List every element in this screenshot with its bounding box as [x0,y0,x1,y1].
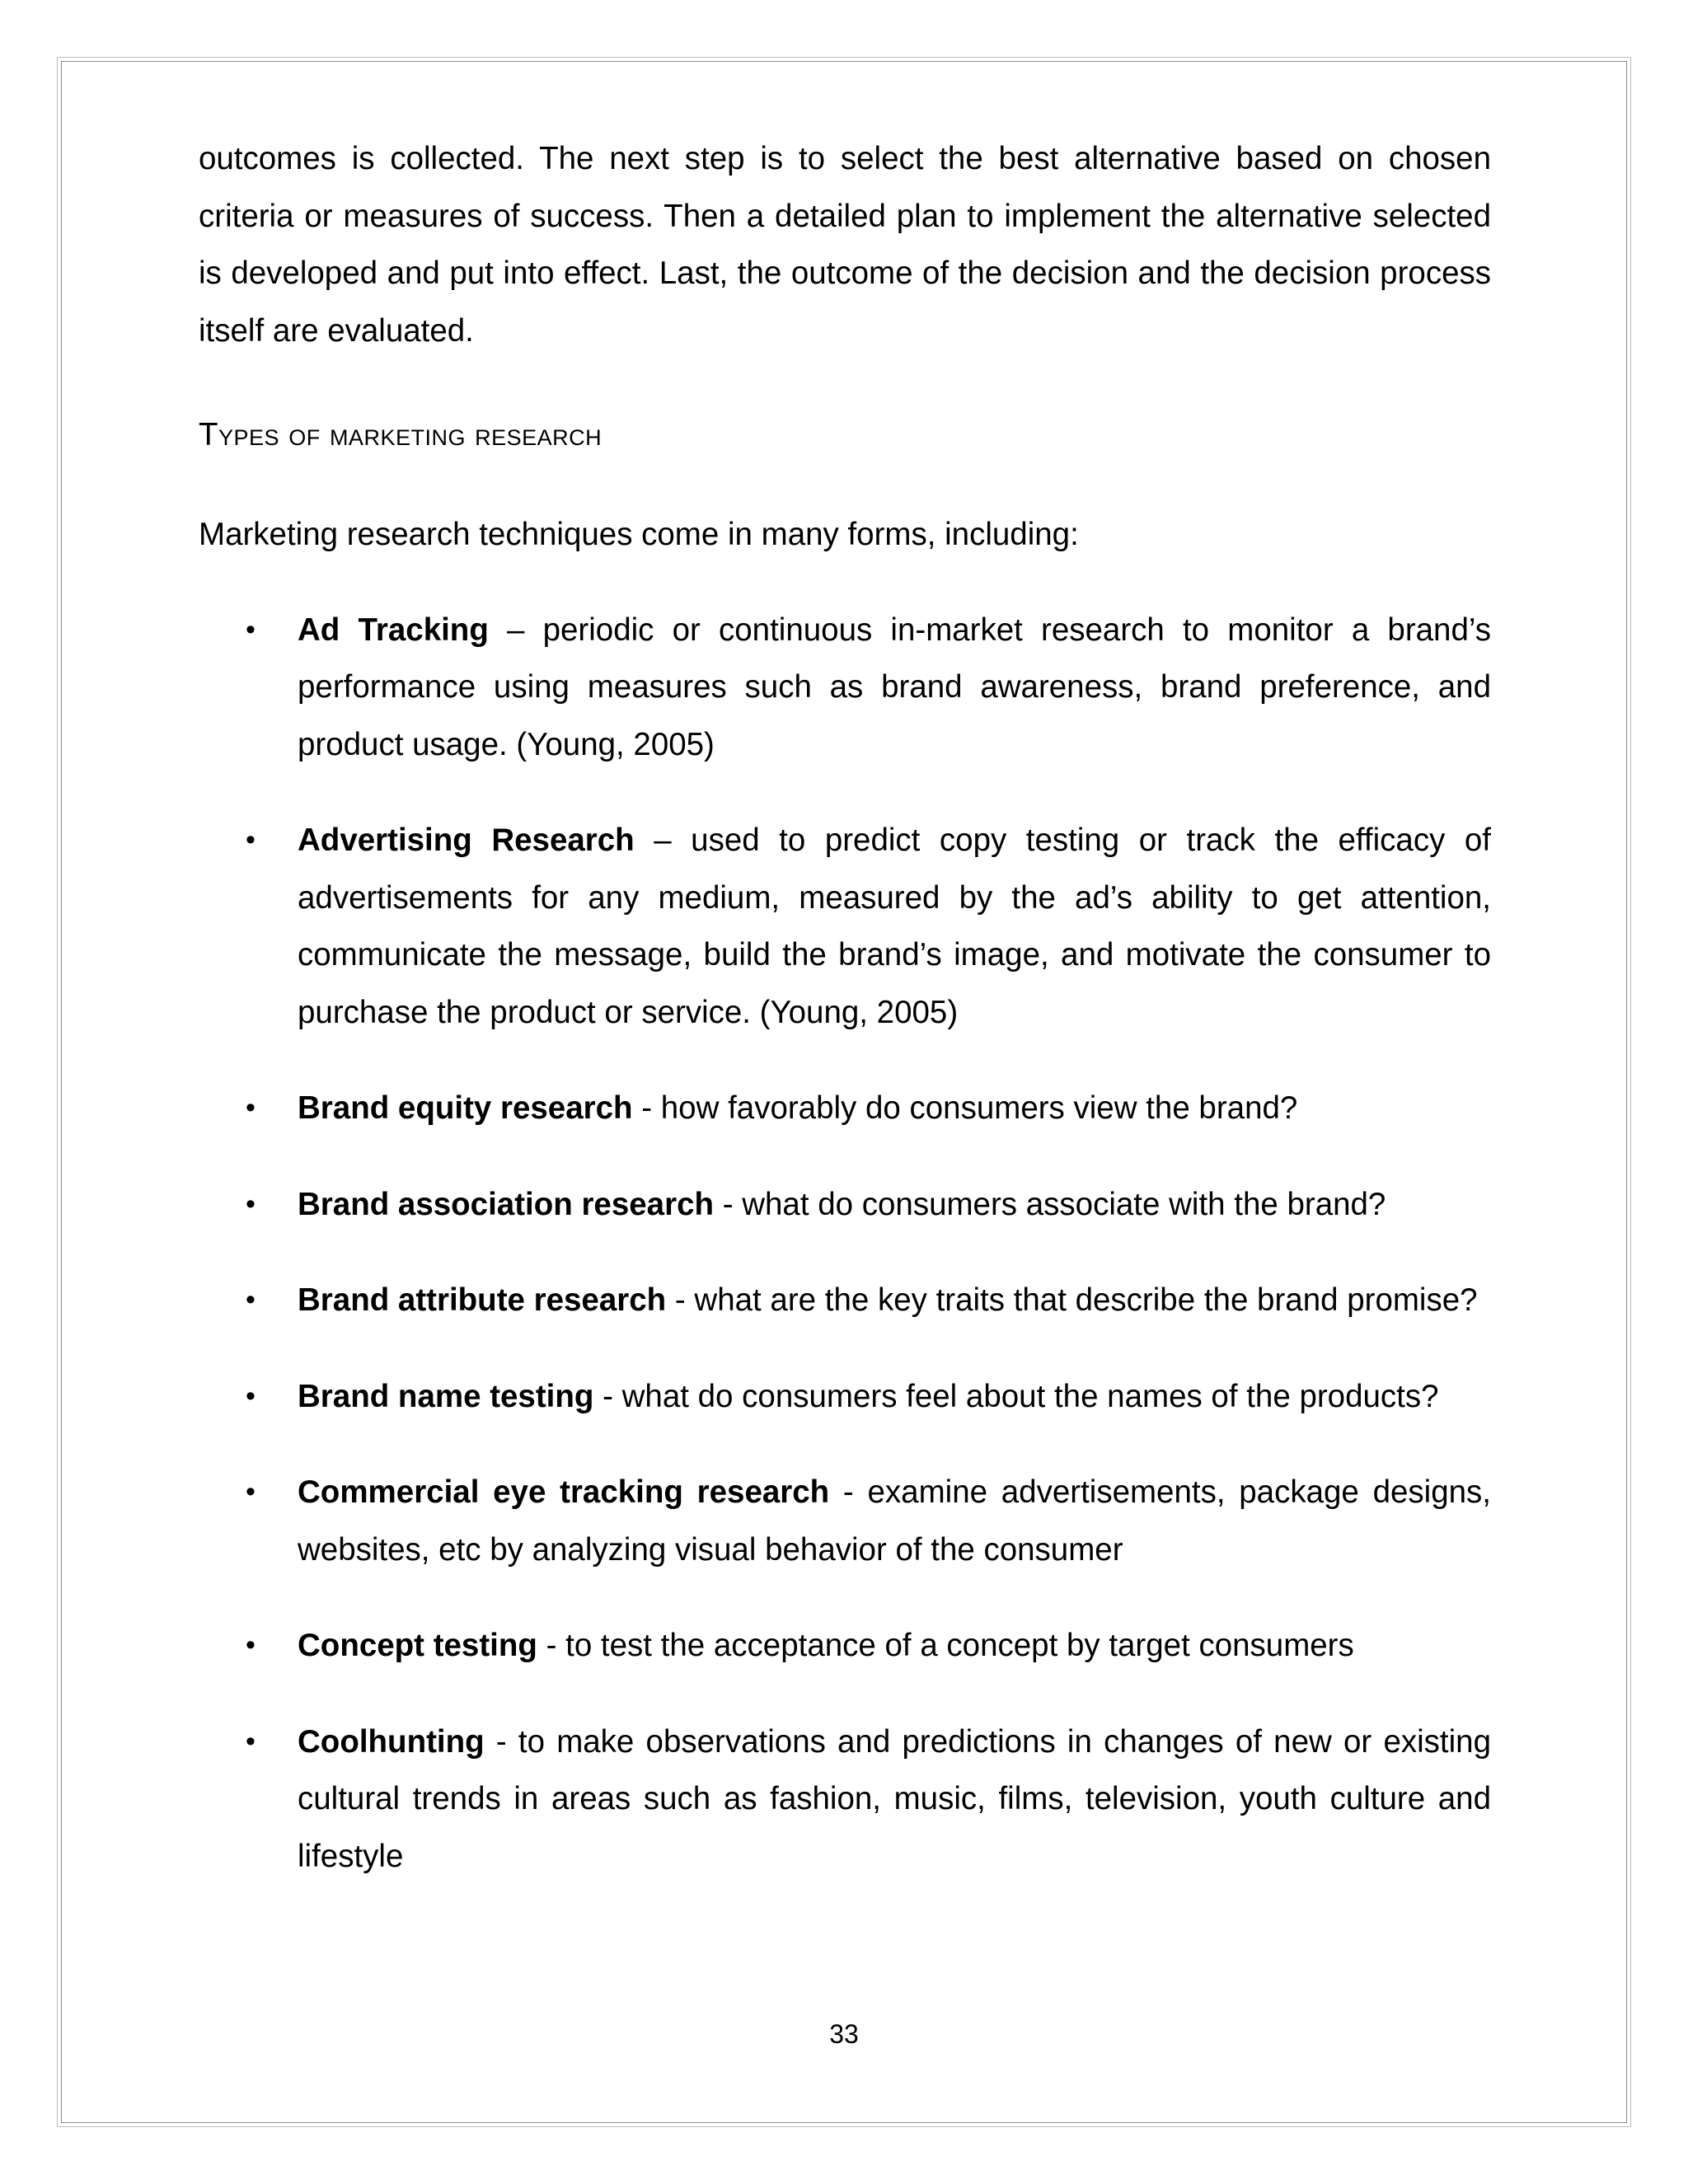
page-content [199,130,1491,1924]
item-description: - what do consumers feel about the names of the products? [593,1378,1439,1414]
list-item [199,1080,1491,1137]
techniques-list [199,602,1491,1886]
bullet-icon: • [246,1629,256,1661]
item-term: Advertising Research [298,823,635,858]
item-term: Brand equity research [298,1090,633,1126]
item-description: – used to predict copy testing or track the efficacy of advertisements for any medium, measured by the ad’s ability to get attention, communicate the message, build the brand’s image, and motivate the consumer to purchase the product or service. (Young, 2005) [298,823,1491,1030]
list-item [199,1272,1491,1329]
bullet-icon: • [246,1092,256,1123]
list-item [199,1464,1491,1578]
section-heading: Types of marketing research [199,417,603,452]
bullet-icon: • [246,824,256,855]
item-description: - examine advertisements, package designs, websites, etc by analyzing visual behavior of the consumer [298,1474,1491,1568]
item-description: - to test the acceptance of a concept by target consumers [537,1628,1354,1663]
lead-in-sentence: Marketing research techniques come in many forms, including: [199,517,1079,552]
bullet-icon: • [246,1476,256,1507]
item-term: Brand association research [298,1186,714,1222]
intro-paragraph: outcomes is collected. The next step is to select the best alternative based on chosen criteria or measures of success. Then a detailed plan to implement the alternative selected is developed and put into effect. Last, the outcome of the decision and the decision process itself are evaluated. [199,141,1491,349]
item-term: Concept testing [298,1628,537,1663]
item-description: – periodic or continuous in-market research to monitor a brand’s performance using measures such as brand awareness, brand preference, and product usage. (Young, 2005) [298,612,1491,762]
bullet-icon: • [246,1284,256,1315]
list-item [199,1617,1491,1675]
item-description: - what are the key traits that describe the brand promise? [666,1282,1478,1318]
item-term: Commercial eye tracking research [298,1474,830,1510]
item-term: Brand attribute research [298,1282,667,1318]
item-description: - how favorably do consumers view the brand? [632,1090,1298,1126]
page-number: 33 [829,2019,859,2049]
item-term: Coolhunting [298,1723,485,1760]
list-item [199,1368,1491,1426]
list-item [199,1713,1491,1886]
item-term: Brand name testing [298,1378,594,1414]
item-term: Ad Tracking [298,612,489,648]
bullet-icon: • [246,613,256,645]
list-item [199,602,1491,774]
bullet-icon: • [246,1188,256,1220]
bullet-icon: • [246,1725,256,1757]
item-description: - what do consumers associate with the brand? [714,1186,1386,1222]
bullet-icon: • [246,1380,256,1412]
list-item [199,812,1491,1041]
list-item [199,1176,1491,1234]
item-description: - to make observations and predictions in changes of new or existing cultural trends in areas such as fashion, music, films, television, youth culture and lifestyle [298,1723,1491,1874]
